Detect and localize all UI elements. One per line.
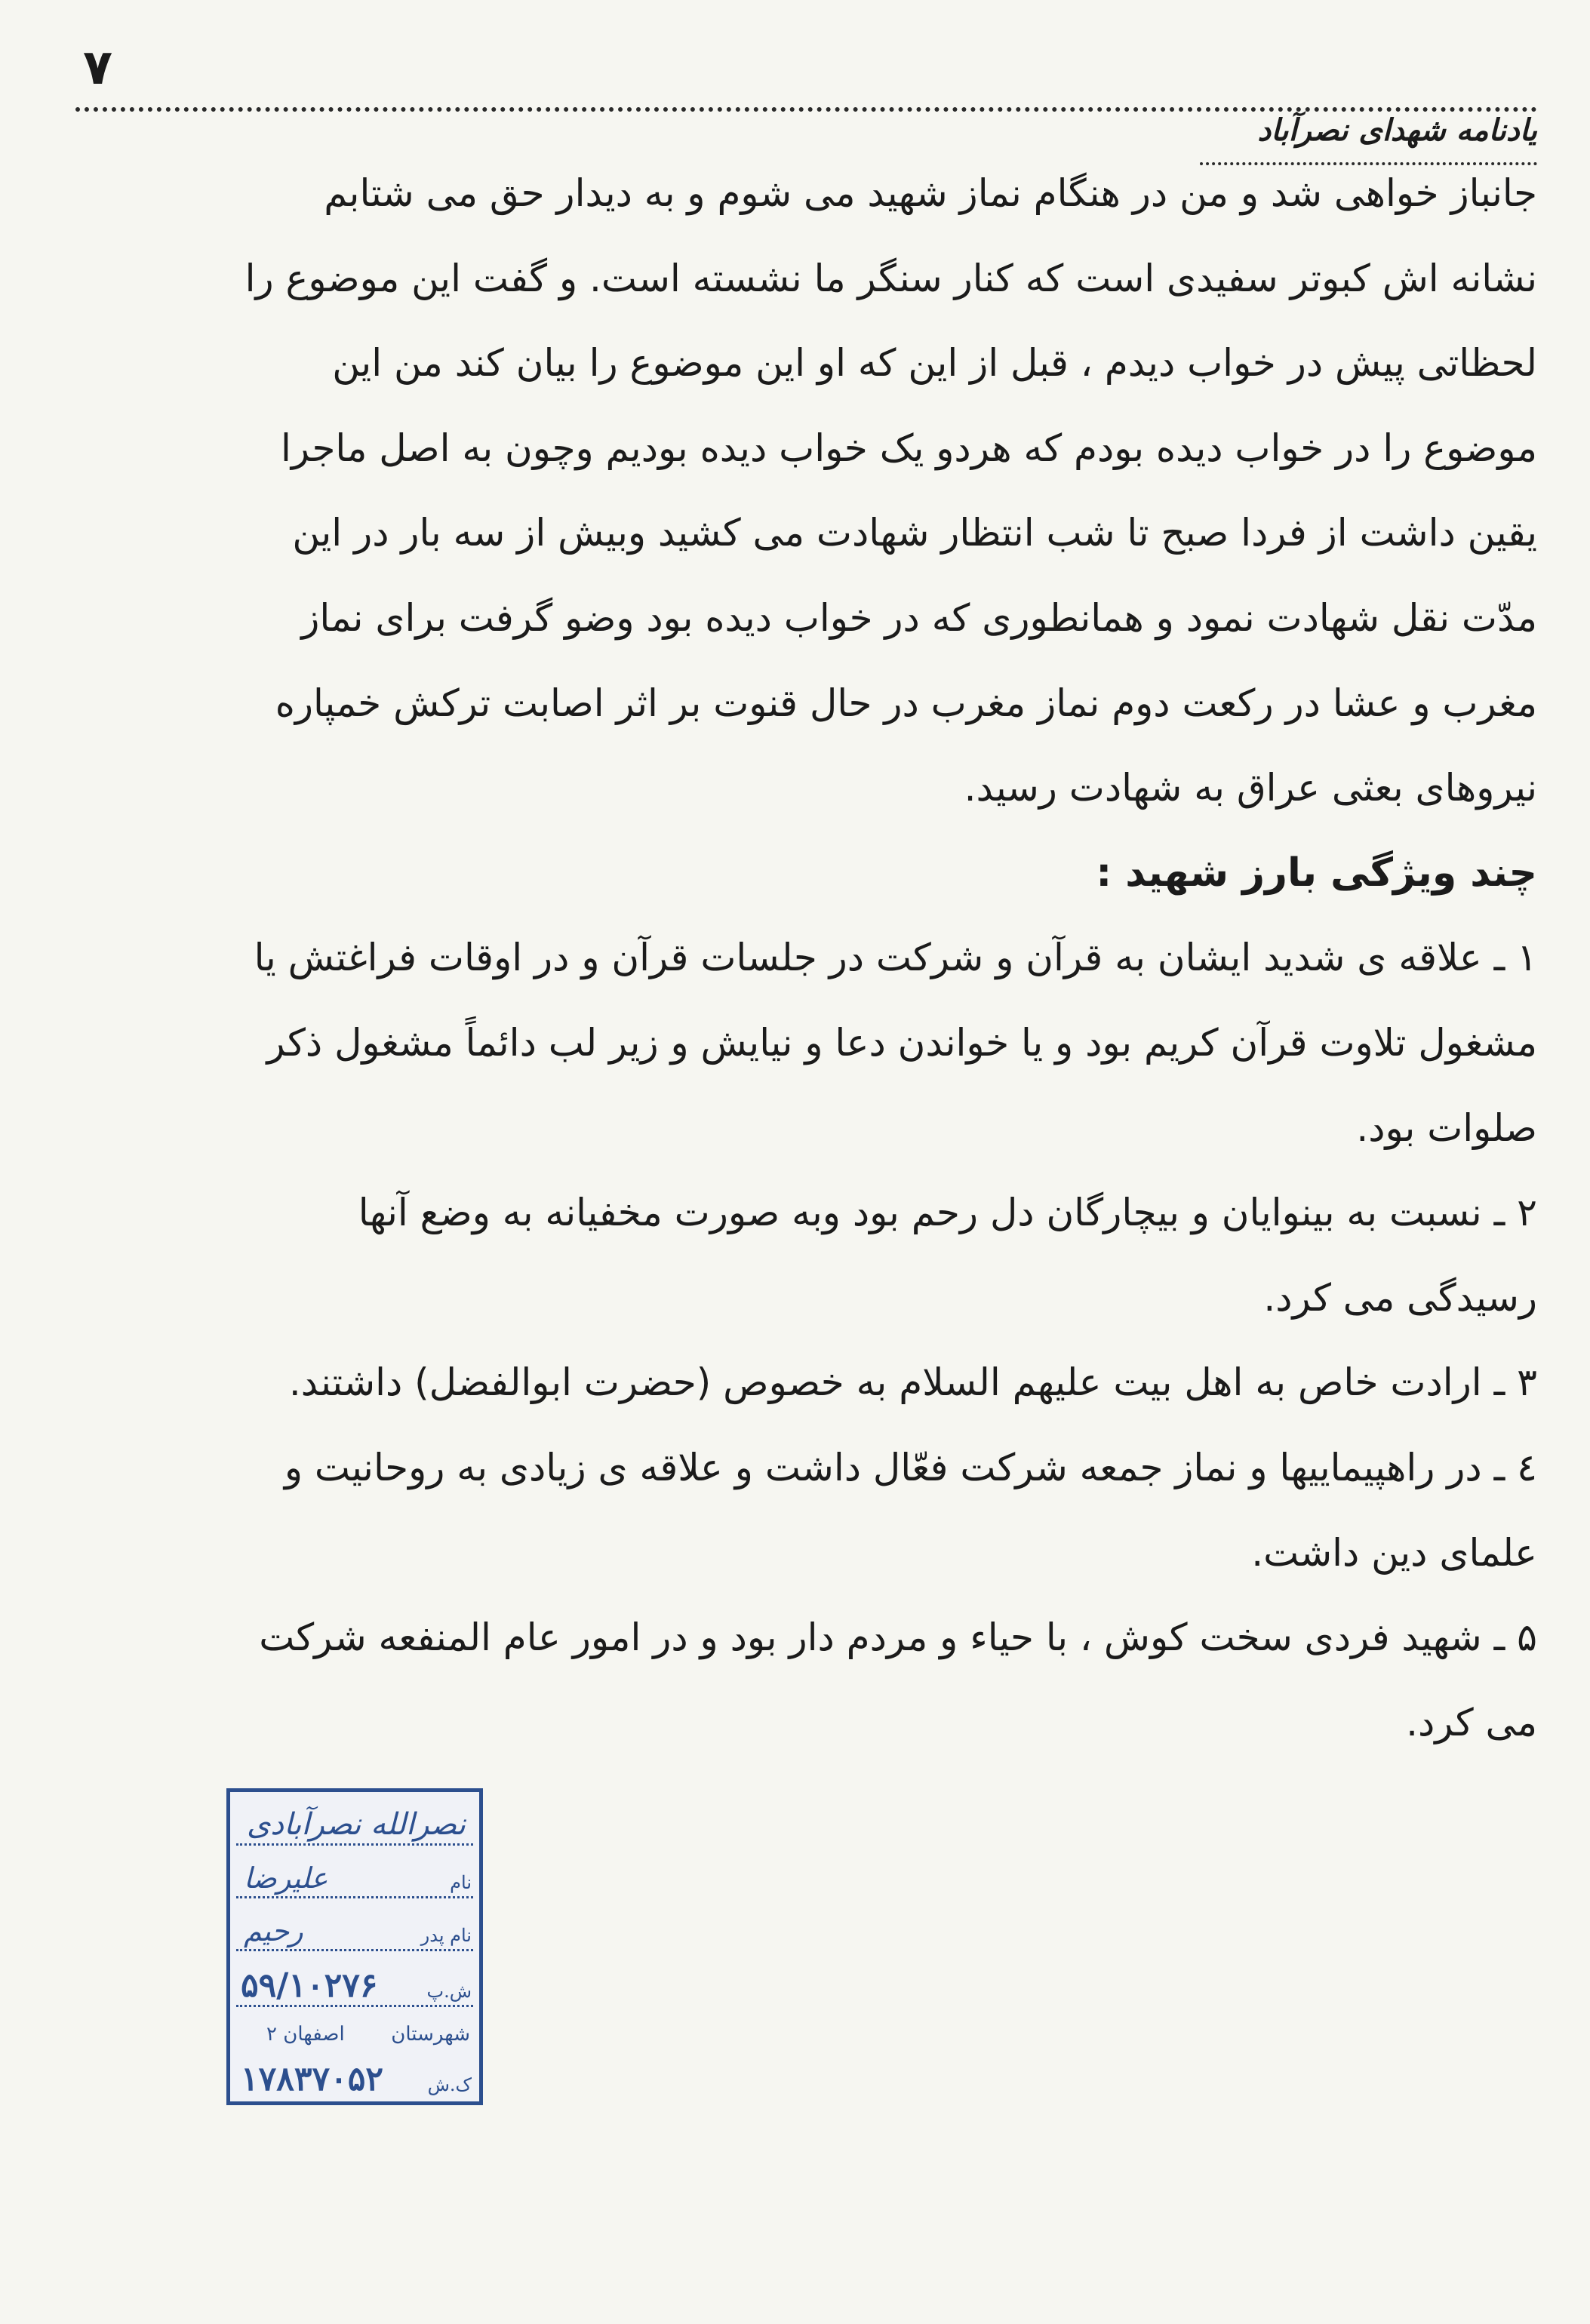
feature-line: ۵ ـ شهید فردی سخت کوش ، با حیاء و مردم دار بود و در امور عام المنفعه شرکت [259,1615,1537,1660]
paragraph-line: مغرب و عشا در رکعت دوم نماز مغرب در حال قنوت بر اثر اصابت ترکش خمپاره [275,681,1537,725]
stamp-code-label: ک.ش [427,2074,472,2095]
section-heading: چند ویژگی بارز شهید : [1096,850,1537,896]
identity-stamp [226,1788,483,2105]
page-number: ۷ [83,40,113,96]
feature-line: ۱ ـ علاقه ی شدید ایشان به قرآن و شرکت در جلسات قرآن و در اوقات فراغتش یا [254,936,1537,980]
feature-line: رسیدگی می کرد. [1263,1275,1537,1320]
stamp-id-row [236,1952,473,2007]
paragraph-line: لحظاتی پیش در خواب دیدم ، قبل از این که او این موضوع را بیان کند من این [332,341,1537,386]
paragraph-line: نیروهای بعثی عراق به شهادت رسید. [964,766,1537,810]
feature-line: ۲ ـ نسبت به بینوایان و بیچارگان دل رحم بود وبه صورت مخفیانه به وضع آنها [358,1191,1537,1235]
feature-line: ٤ ـ در راهپیماییها و نماز جمعه شرکت فعّال داشت و علاقه ی زیادی به روحانیت و [284,1445,1537,1489]
stamp-county-label: شهرستان [391,2023,470,2046]
stamp-name-value: علیرضا [244,1861,328,1895]
paragraph-line: موضوع را در خواب دیده بودم که هردو یک خواب دیده بودیم وچون به اصل ماجرا [281,426,1537,470]
stamp-header-line [236,1797,473,1846]
feature-line: می کرد. [1406,1700,1537,1745]
body-text [45,151,1537,1765]
paragraph-line: نشانه اش کبوتر سفیدی است که کنار سنگر ما نشسته است. و گفت این موضوع را [244,256,1537,300]
feature-line: مشغول تلاوت قرآن کریم بود و یا خواندن دعا و نیایش و زیر لب دائماً مشغول ذکر [266,1020,1537,1065]
stamp-id-value: ۵۹/۱۰۲۷۶ [241,1966,378,2005]
paragraph-line: یقین داشت از فردا صبح تا شب انتظار شهادت می کشید وبیش از سه بار در این [292,511,1537,555]
stamp-father-label: نام پدر [420,1925,472,1946]
stamp-handwritten-heading: نصرالله نصرآبادی [246,1807,466,1842]
stamp-code-row [236,2052,473,2098]
paragraph-line: مدّت نقل شهادت نمود و همانطوری که در خواب دیده بود وضو گرفت برای نماز [301,595,1537,640]
stamp-name-label: نام [450,1872,472,1893]
feature-line: صلوات بود. [1356,1105,1537,1150]
stamp-county-row [236,2008,473,2050]
stamp-id-label: ش.پ [426,1981,472,2002]
stamp-code-value: ۱۷۸۳۷۰۵۲ [241,2060,384,2098]
stamp-father-row [236,1899,473,1951]
feature-line: علمای دین داشت. [1251,1530,1537,1575]
running-title: یادنامه شهدای نصرآباد [1257,113,1537,148]
stamp-name-row [236,1846,473,1898]
header-dotted-rule [75,107,1537,112]
paragraph-line: جانباز خواهی شد و من در هنگام نماز شهید می شوم و به دیدار حق می شتابم [324,171,1537,215]
stamp-county-value: اصفهان ۲ [266,2023,345,2046]
stamp-father-value: رحیم [244,1914,303,1947]
feature-line: ۳ ـ ارادت خاص به اهل بیت علیهم السلام به خصوص (حضرت ابوالفضل) داشتند. [288,1360,1537,1405]
